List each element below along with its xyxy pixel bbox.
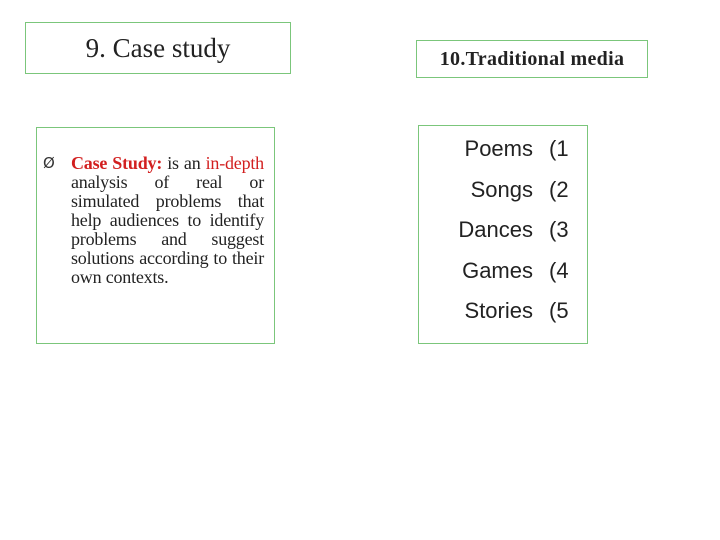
media-item-name: Stories bbox=[464, 298, 533, 323]
media-item-number: (4 bbox=[549, 257, 569, 283]
traditional-media-box bbox=[418, 125, 588, 344]
list-item bbox=[419, 132, 589, 173]
case-study-title bbox=[25, 22, 291, 74]
media-list bbox=[419, 132, 589, 335]
case-study-definition bbox=[71, 154, 264, 287]
media-item-number: (5 bbox=[549, 298, 569, 323]
media-item-number: (3 bbox=[549, 217, 569, 242]
media-item-name: Poems bbox=[464, 136, 533, 161]
media-item-name: Games bbox=[462, 257, 533, 283]
media-item-name: Dances bbox=[458, 217, 533, 242]
case-study-term: Case Study: bbox=[71, 153, 163, 173]
media-item-name: Songs bbox=[470, 176, 533, 202]
case-study-box bbox=[36, 127, 275, 344]
definition-part2: analysis of real or simulated problems that help audiences to identify problems and suggest solutions according to their own contexts. bbox=[71, 172, 264, 287]
list-item bbox=[419, 254, 589, 295]
list-item bbox=[419, 173, 589, 214]
traditional-media-title-text: 10.Traditional media bbox=[439, 47, 625, 70]
definition-highlight: in-depth bbox=[205, 153, 264, 173]
media-item-number: (1 bbox=[549, 136, 569, 161]
list-item bbox=[419, 294, 589, 335]
case-study-title-text: 9. Case study bbox=[85, 32, 231, 63]
media-item-number: (2 bbox=[549, 176, 569, 202]
definition-part1: is an bbox=[162, 153, 206, 173]
arrow-bullet-icon: Ø bbox=[43, 154, 55, 172]
traditional-media-title bbox=[416, 40, 648, 78]
list-item bbox=[419, 213, 589, 254]
